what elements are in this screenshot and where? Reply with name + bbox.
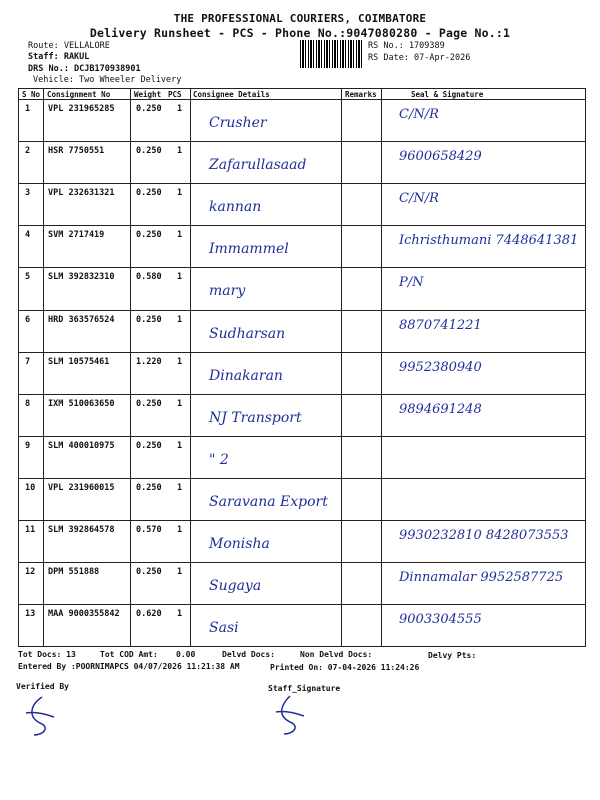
runsheet-table bbox=[18, 88, 586, 647]
consignee-handwriting: Monisha bbox=[209, 536, 270, 552]
col-header-pcs: PCS bbox=[168, 90, 182, 99]
cell-sno: 1 bbox=[25, 104, 31, 114]
cell-sno: 4 bbox=[25, 230, 31, 241]
cell-weight: 0.580 bbox=[136, 272, 162, 283]
col-header-sno: S No bbox=[22, 90, 41, 99]
cell-pcs: 1 bbox=[177, 188, 183, 199]
row-divider bbox=[19, 436, 585, 437]
col-header-consignee: Consignee Details bbox=[193, 90, 270, 99]
rs-date-label: RS Date: 07-Apr-2026 bbox=[368, 53, 471, 63]
seal-signature-handwriting: 9003304555 bbox=[399, 612, 482, 628]
seal-signature-handwriting: 9600658429 bbox=[399, 149, 482, 165]
consignee-handwriting: Immammel bbox=[209, 241, 289, 258]
consignee-handwriting: Zafarullasaad bbox=[209, 157, 307, 174]
cell-pcs: 1 bbox=[177, 146, 183, 157]
cell-weight: 0.570 bbox=[136, 525, 162, 535]
cell-sno: 10 bbox=[25, 482, 36, 493]
row-divider bbox=[19, 478, 585, 479]
seal-signature-handwriting: 8870741221 bbox=[399, 317, 482, 333]
cell-sno: 3 bbox=[25, 188, 31, 199]
row-divider bbox=[19, 267, 585, 268]
cell-weight: 0.250 bbox=[136, 188, 162, 199]
cell-weight: 0.250 bbox=[136, 398, 162, 409]
consignee-handwriting: Saravana Export bbox=[209, 493, 328, 510]
cell-consignment: HRD 363576524 bbox=[48, 314, 115, 325]
consignee-handwriting: mary bbox=[209, 283, 246, 300]
cell-consignment: MAA 9000355842 bbox=[48, 609, 120, 620]
cell-weight: 0.620 bbox=[136, 609, 162, 620]
cell-consignment: HSR 7750551 bbox=[48, 146, 105, 157]
verified-by: Verified By bbox=[16, 682, 69, 691]
cell-pcs: 1 bbox=[177, 104, 183, 114]
cell-weight: 0.250 bbox=[136, 146, 162, 157]
consignee-handwriting: " 2 bbox=[209, 451, 229, 468]
seal-signature-handwriting: P/N bbox=[399, 275, 424, 291]
row-divider bbox=[19, 141, 585, 142]
tot-cod-value: 0.00 bbox=[176, 650, 196, 659]
cell-sno: 9 bbox=[25, 440, 31, 451]
consignee-handwriting: Dinakaran bbox=[209, 367, 283, 384]
staff-signature-label: Staff_Signature bbox=[268, 684, 341, 693]
cell-pcs: 1 bbox=[177, 567, 183, 578]
staff-signature bbox=[270, 694, 310, 738]
row-divider bbox=[19, 183, 585, 184]
printed-on: Printed On: 07-04-2026 11:24:26 bbox=[270, 663, 420, 672]
cell-pcs: 1 bbox=[177, 230, 183, 241]
cell-consignment: IXM 510063650 bbox=[48, 398, 115, 409]
runsheet-subtitle: Delivery Runsheet - PCS - Phone No.:9047080280 - Page No.:1 bbox=[89, 26, 511, 40]
col-header-remarks: Remarks bbox=[345, 90, 377, 99]
cell-sno: 13 bbox=[25, 609, 36, 620]
cell-weight: 0.250 bbox=[136, 230, 162, 241]
seal-signature-handwriting: 9894691248 bbox=[399, 401, 482, 417]
cell-weight: 0.250 bbox=[136, 440, 162, 451]
cell-consignment: VPL 231965285 bbox=[48, 104, 115, 114]
cell-sno: 2 bbox=[25, 146, 31, 157]
cell-consignment: DPM 551888 bbox=[48, 567, 100, 578]
cell-consignment: SLM 392864578 bbox=[48, 525, 115, 535]
seal-signature-handwriting: C/N/R bbox=[399, 107, 439, 122]
col-header-consignment: Consignment No bbox=[47, 90, 111, 99]
cell-consignment: VPL 231960015 bbox=[48, 482, 115, 493]
seal-signature-handwriting: 9952380940 bbox=[399, 359, 482, 375]
row-divider bbox=[19, 99, 585, 100]
row-divider bbox=[19, 562, 585, 563]
cell-pcs: 1 bbox=[177, 440, 183, 451]
cell-pcs: 1 bbox=[177, 398, 183, 409]
consignee-handwriting: Sugaya bbox=[209, 578, 262, 595]
cell-pcs: 1 bbox=[177, 314, 183, 325]
row-divider bbox=[19, 520, 585, 521]
row-divider bbox=[19, 225, 585, 226]
rs-no-label: RS No.: 1709389 bbox=[368, 41, 445, 51]
cell-pcs: 1 bbox=[177, 356, 183, 367]
cell-weight: 0.250 bbox=[136, 567, 162, 578]
row-divider bbox=[19, 310, 585, 311]
cell-sno: 8 bbox=[25, 398, 31, 409]
staff-label: Staff: RAKUL bbox=[28, 52, 90, 62]
drs-label: DRS No.: DCJB170938901 bbox=[28, 64, 141, 74]
row-divider bbox=[19, 604, 585, 605]
cell-sno: 11 bbox=[25, 525, 36, 535]
cell-consignment: VPL 232631321 bbox=[48, 188, 115, 199]
entered-by: Entered By :POORNIMAPCS 04/07/2026 11:21:38 AM bbox=[18, 662, 240, 671]
delvd-docs: Delvd Docs: bbox=[222, 650, 275, 659]
tot-cod-label: Tot COD Amt: bbox=[100, 650, 158, 659]
consignee-handwriting: Sasi bbox=[209, 620, 239, 637]
cell-pcs: 1 bbox=[177, 482, 183, 493]
cell-pcs: 1 bbox=[177, 609, 183, 620]
verified-signature bbox=[20, 695, 60, 739]
cell-consignment: SLM 10575461 bbox=[48, 356, 110, 367]
seal-signature-handwriting: 9930232810 8428073553 bbox=[399, 528, 569, 543]
row-divider bbox=[19, 352, 585, 353]
delvy-pts: Delvy Pts: bbox=[428, 651, 477, 660]
consignee-handwriting: Crusher bbox=[209, 115, 267, 131]
cell-sno: 5 bbox=[25, 272, 31, 283]
seal-signature-handwriting: C/N/R bbox=[399, 191, 439, 207]
cell-weight: 0.250 bbox=[136, 104, 162, 114]
vehicle-label: Vehicle: Two Wheeler Delivery bbox=[33, 75, 182, 85]
cell-weight: 0.250 bbox=[136, 482, 162, 493]
cell-weight: 1.220 bbox=[136, 356, 162, 367]
cell-weight: 0.250 bbox=[136, 314, 162, 325]
barcode bbox=[300, 40, 364, 68]
tot-docs: Tot Docs: 13 bbox=[18, 650, 76, 659]
cell-consignment: SLM 392832310 bbox=[48, 272, 115, 283]
seal-signature-handwriting: Ichristhumani 7448641381 bbox=[399, 233, 579, 249]
cell-sno: 12 bbox=[25, 567, 36, 578]
consignee-handwriting: NJ Transport bbox=[209, 409, 302, 426]
row-divider bbox=[19, 394, 585, 395]
non-delvd-docs: Non Delvd Docs: bbox=[300, 650, 373, 659]
consignee-handwriting: Sudharsan bbox=[209, 325, 286, 342]
col-header-seal: Seal & Signature bbox=[411, 90, 484, 99]
cell-sno: 7 bbox=[25, 356, 31, 367]
company-title: THE PROFESSIONAL COURIERS, COIMBATORE bbox=[173, 12, 427, 25]
cell-pcs: 1 bbox=[177, 525, 183, 535]
seal-signature-handwriting: Dinnamalar 9952587725 bbox=[399, 570, 564, 586]
col-header-weight: Weight bbox=[134, 90, 162, 99]
cell-consignment: SLM 400010975 bbox=[48, 440, 115, 451]
cell-consignment: SVM 2717419 bbox=[48, 230, 105, 241]
route-label: Route: VELLALORE bbox=[28, 41, 110, 51]
cell-sno: 6 bbox=[25, 314, 31, 325]
consignee-handwriting: kannan bbox=[209, 199, 262, 216]
cell-pcs: 1 bbox=[177, 272, 183, 283]
